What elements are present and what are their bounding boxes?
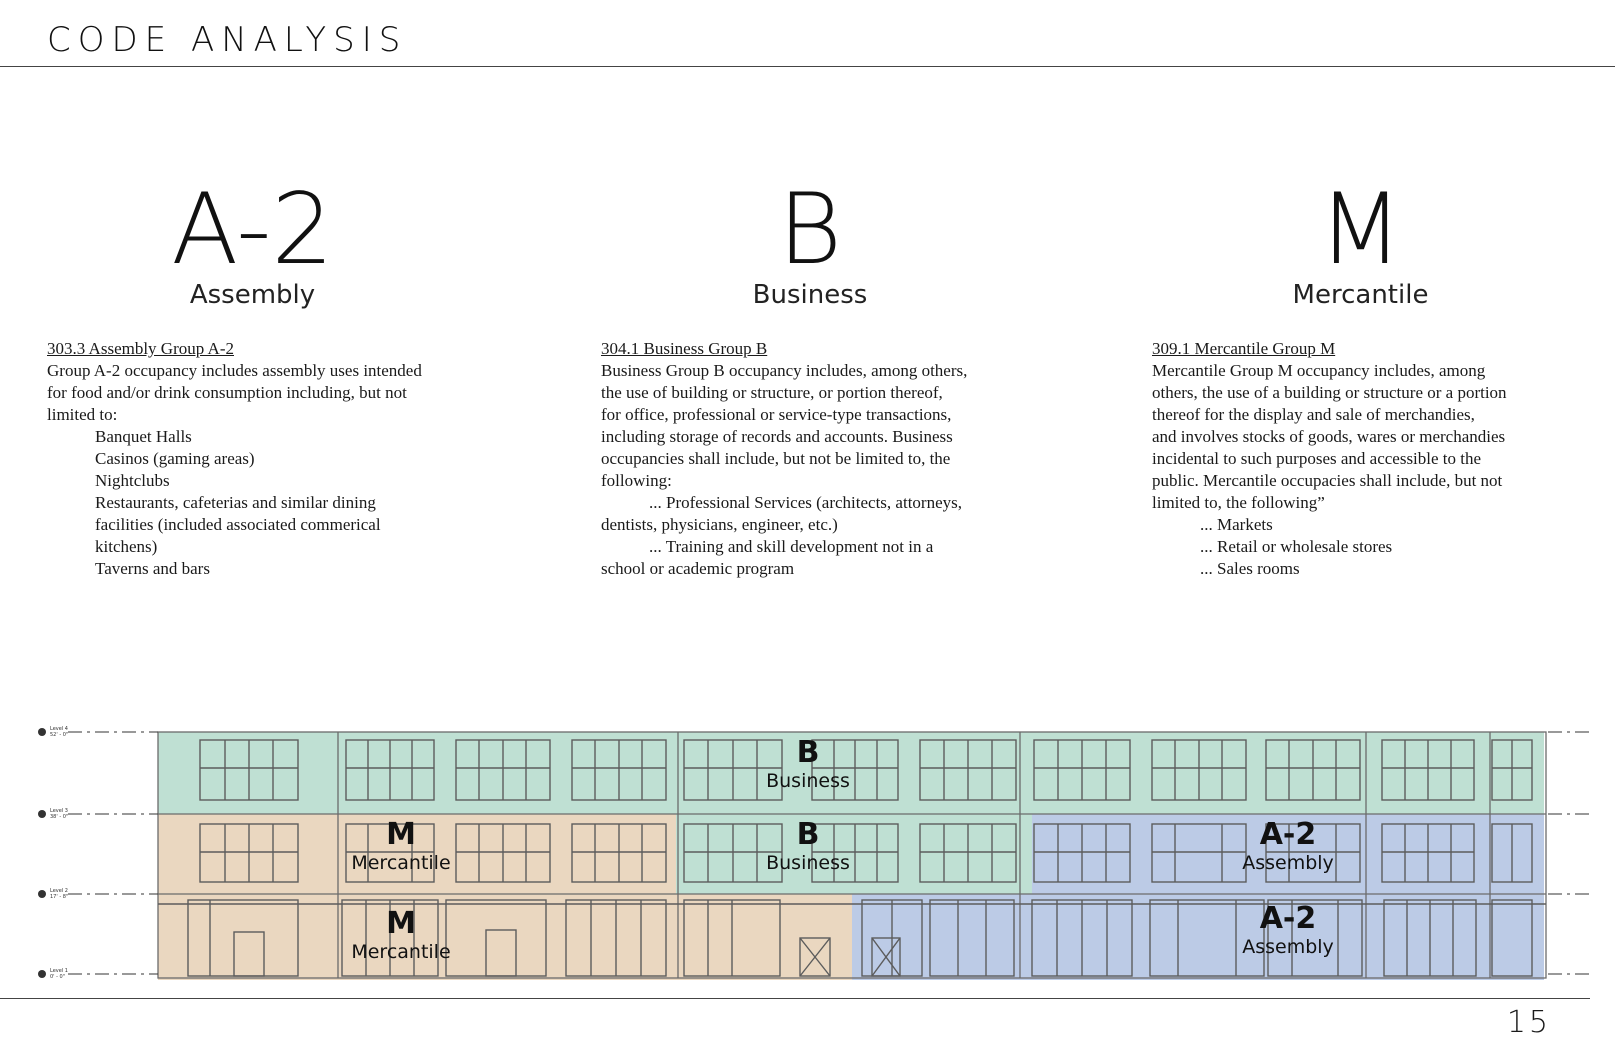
description-line: including storage of records and accounts. Business bbox=[601, 427, 953, 446]
description-line: limited to: bbox=[47, 405, 118, 424]
description-line: limited to, the following” bbox=[1152, 493, 1325, 512]
zone-assembly-level1 bbox=[852, 894, 1544, 980]
occupancy-code: A-2 bbox=[171, 173, 334, 287]
description-line: public. Mercantile occupacies shall include, but not bbox=[1152, 471, 1503, 490]
occupancy-name: Mercantile bbox=[1292, 280, 1429, 310]
description-line: others, the use of a building or structure or a portion bbox=[1152, 383, 1507, 402]
level-elevation: 0' - 0" bbox=[50, 974, 66, 980]
section-title: 309.1 Mercantile Group M bbox=[1152, 339, 1336, 358]
description-line: incidental to such purposes and accessible to the bbox=[1152, 449, 1482, 468]
section-title: 304.1 Business Group B bbox=[601, 339, 768, 358]
zone-name: Assembly bbox=[1242, 852, 1334, 874]
occupancy-heading-b bbox=[710, 173, 910, 310]
description-line: Business Group B occupancy includes, among others, bbox=[601, 361, 968, 380]
description-line: occupancies shall include, but not be limited to, the bbox=[601, 449, 951, 468]
occupancy-heading-a2 bbox=[150, 173, 355, 310]
section-title: 303.3 Assembly Group A-2 bbox=[47, 339, 234, 358]
zone-code: A-2 bbox=[1259, 901, 1317, 936]
level-marker-icon bbox=[38, 728, 46, 736]
building-elevation-diagram bbox=[0, 720, 1615, 980]
zone-name: Mercantile bbox=[351, 941, 451, 963]
list-item: ... Retail or wholesale stores bbox=[1200, 537, 1393, 556]
level-name: Level 4 bbox=[50, 726, 68, 732]
list-item: school or academic program bbox=[601, 559, 795, 578]
occupancy-name: Assembly bbox=[189, 280, 316, 310]
description-line: Group A-2 occupancy includes assembly uses intended bbox=[47, 361, 422, 380]
zone-code: M bbox=[386, 817, 416, 852]
zone-name: Assembly bbox=[1242, 936, 1334, 958]
list-item: dentists, physicians, engineer, etc.) bbox=[601, 515, 838, 534]
description-line: for food and/or drink consumption including, but not bbox=[47, 383, 407, 402]
description-line: for office, professional or service-type transactions, bbox=[601, 405, 952, 424]
description-line: and involves stocks of goods, wares or merchandies bbox=[1152, 427, 1506, 446]
description-line: thereof for the display and sale of merchandies, bbox=[1152, 405, 1475, 424]
page-title: CODE ANALYSIS bbox=[47, 20, 408, 60]
occupancy-code: M bbox=[1318, 173, 1403, 287]
zone-name: Business bbox=[766, 770, 850, 792]
occupancy-description-m bbox=[1152, 338, 1592, 580]
occupancy-description-b bbox=[601, 338, 1041, 580]
footer-divider bbox=[0, 998, 1590, 999]
occupancy-description-a2 bbox=[47, 338, 507, 580]
description-line: Mercantile Group M occupancy includes, among bbox=[1152, 361, 1486, 380]
list-item: ... Professional Services (architects, attorneys, bbox=[649, 493, 962, 512]
list-item: Restaurants, cafeterias and similar dining bbox=[95, 493, 376, 512]
level-elevation: 52' - 0" bbox=[50, 732, 69, 738]
occupancy-code: B bbox=[777, 173, 843, 287]
zone-name: Business bbox=[766, 852, 850, 874]
zone-code: B bbox=[796, 735, 820, 770]
description-line: the use of building or structure, or portion thereof, bbox=[601, 383, 943, 402]
list-item: Nightclubs bbox=[95, 471, 170, 490]
page-number: 15 bbox=[1506, 1005, 1551, 1040]
list-item: ... Markets bbox=[1200, 515, 1273, 534]
zone-name: Mercantile bbox=[351, 852, 451, 874]
level-marker-icon bbox=[38, 810, 46, 818]
occupancy-name: Business bbox=[752, 280, 868, 310]
zone-mercantile-mid bbox=[676, 894, 852, 980]
level-marker-icon bbox=[38, 890, 46, 898]
level-name: Level 2 bbox=[50, 888, 68, 894]
level-elevation: 38' - 0" bbox=[50, 814, 69, 820]
list-item: facilities (included associated commerical bbox=[95, 515, 381, 534]
level-name: Level 3 bbox=[50, 808, 68, 814]
level-name: Level 1 bbox=[50, 968, 68, 974]
header-divider bbox=[0, 66, 1615, 67]
zone-code: A-2 bbox=[1259, 817, 1317, 852]
list-item: Taverns and bars bbox=[95, 559, 210, 578]
list-item: kitchens) bbox=[95, 537, 158, 556]
zone-code: M bbox=[386, 906, 416, 941]
occupancy-heading-m bbox=[1258, 173, 1463, 310]
list-item: Banquet Halls bbox=[95, 427, 192, 446]
list-item: Casinos (gaming areas) bbox=[95, 449, 255, 468]
level-elevation: 17' - 8" bbox=[50, 894, 69, 900]
list-item: ... Sales rooms bbox=[1200, 559, 1300, 578]
description-line: following: bbox=[601, 471, 672, 490]
zone-code: B bbox=[796, 817, 820, 852]
list-item: ... Training and skill development not in a bbox=[649, 537, 934, 556]
level-marker-icon bbox=[38, 970, 46, 978]
